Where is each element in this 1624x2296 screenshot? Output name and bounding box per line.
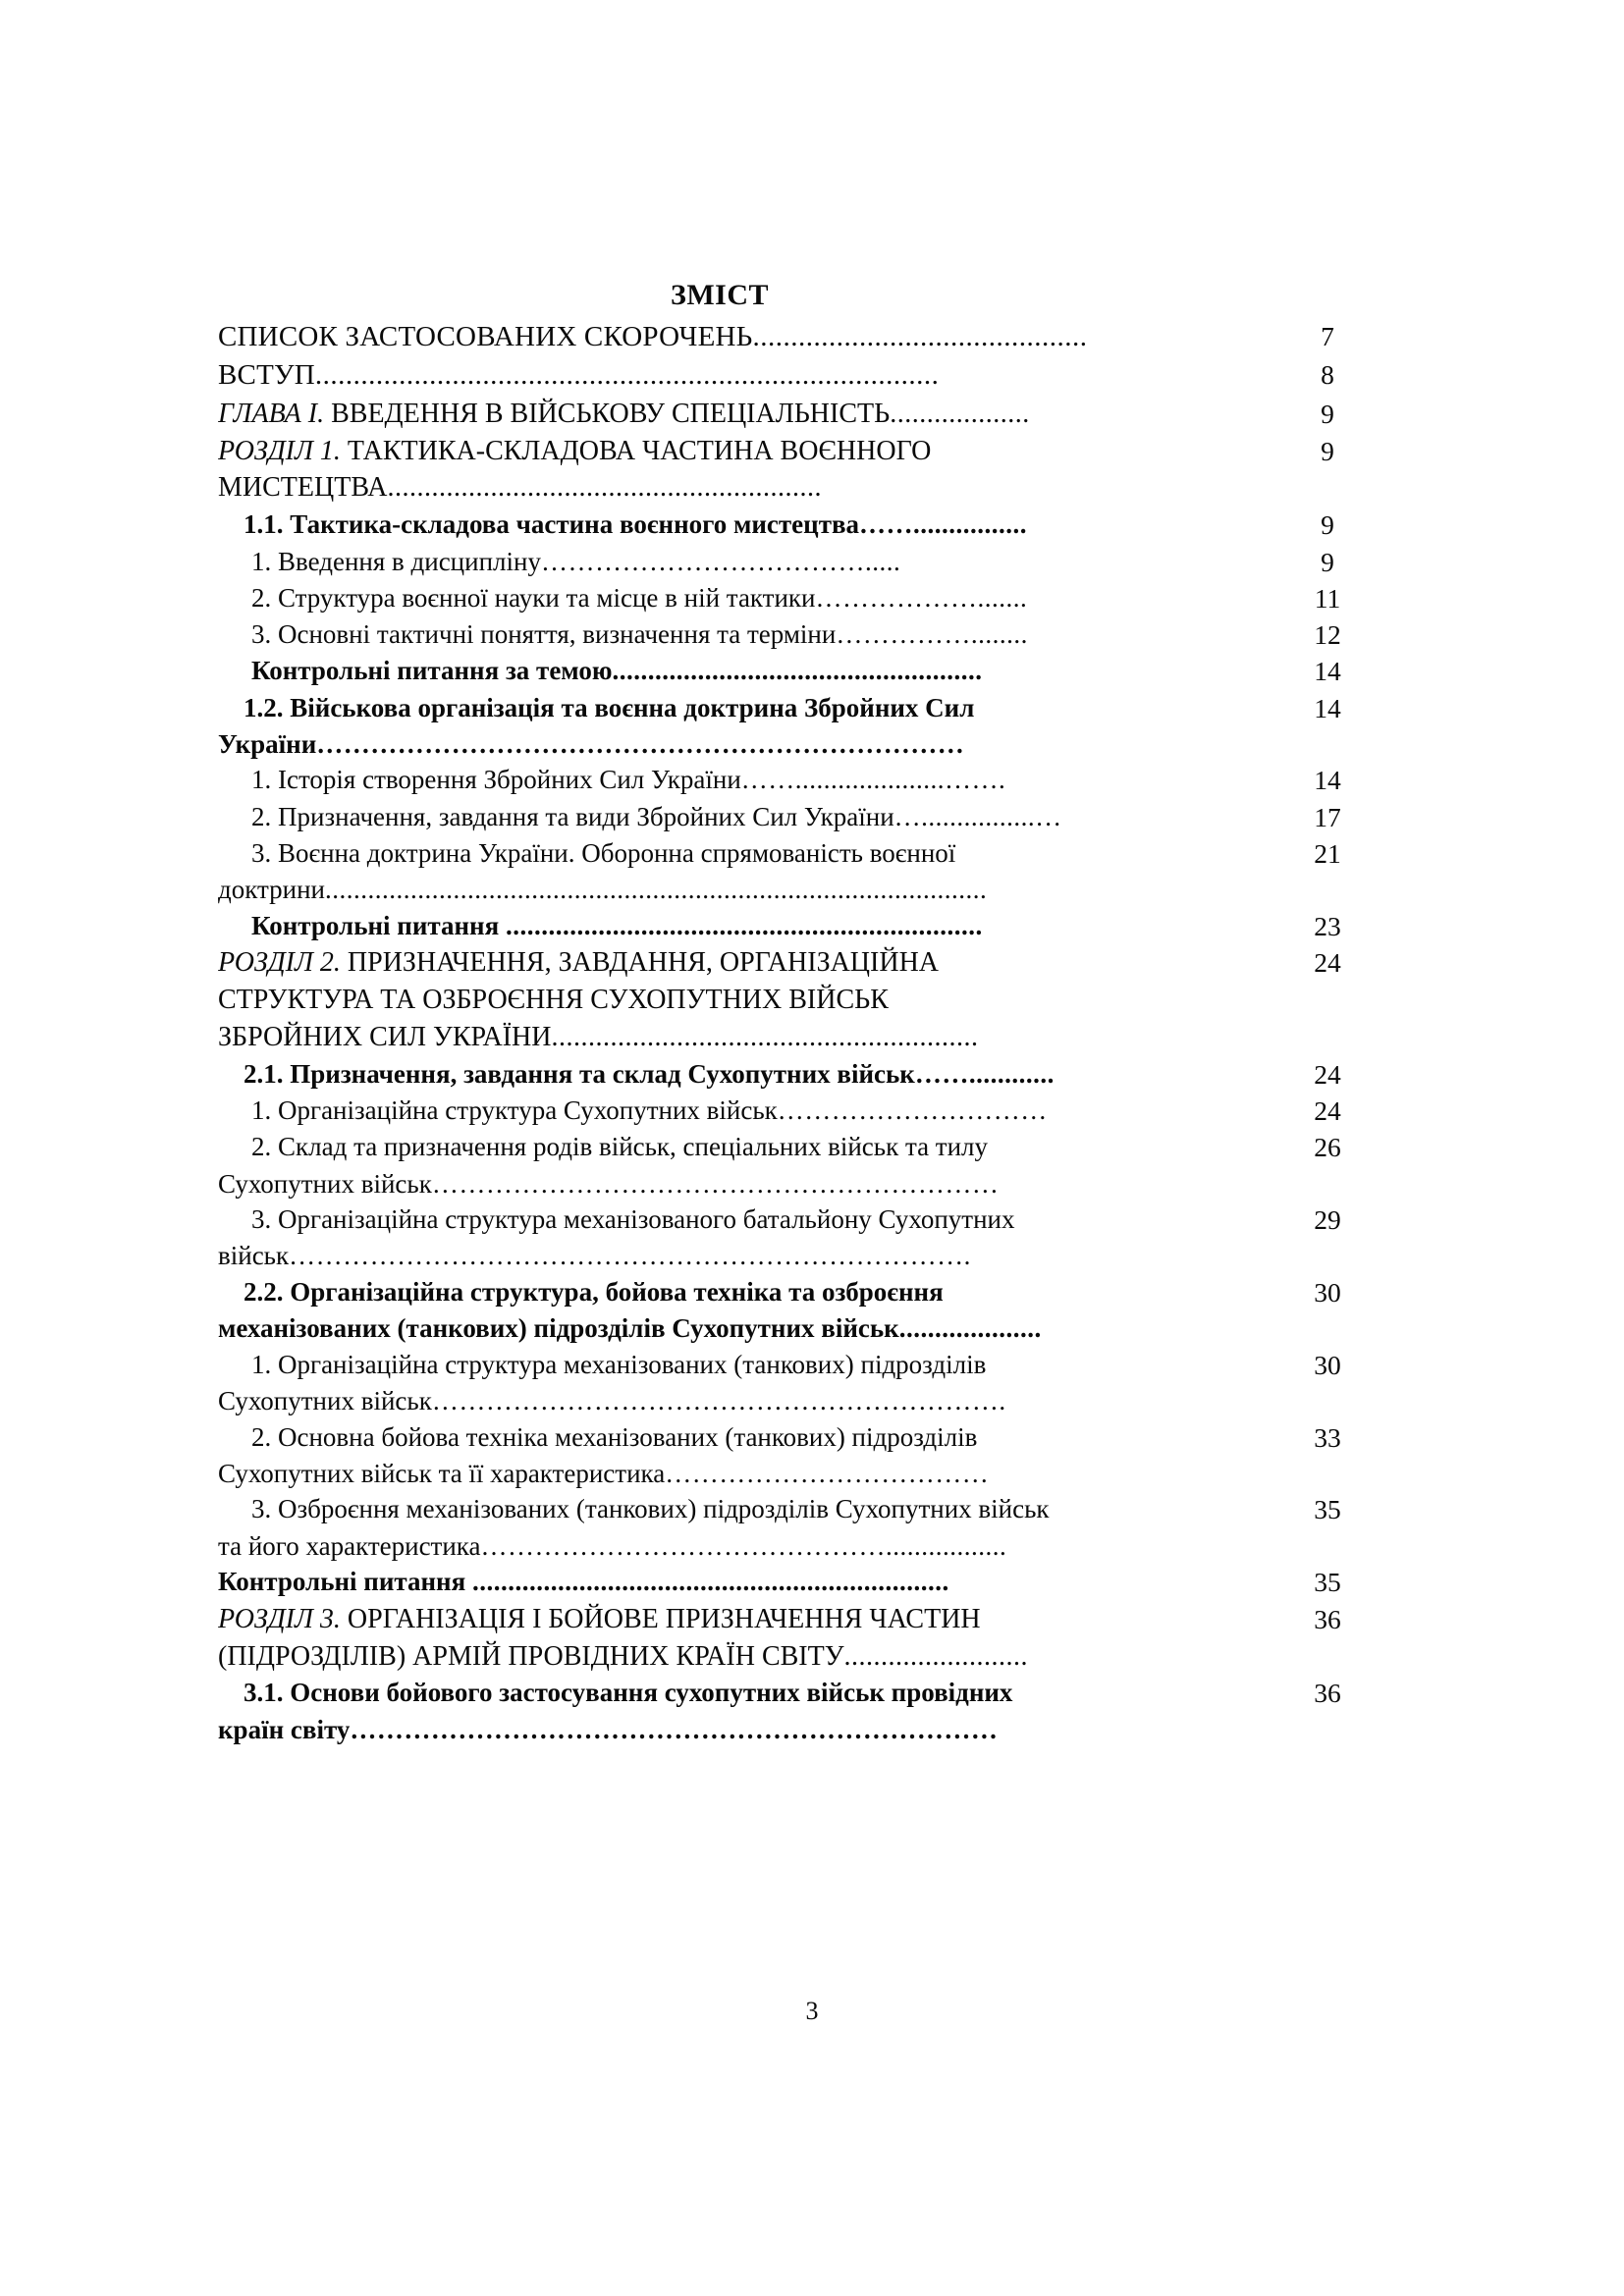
toc-entry-label: [218, 1419, 1221, 1456]
toc-entry-continuation: [218, 1638, 1406, 1676]
toc-entry-wrap-text: Сухопутних військ………………………………………………………: [218, 1168, 1000, 1199]
toc-entry-wrap-text: та його характеристика……………………………………….................: [218, 1530, 1007, 1561]
toc-entry-page: 14: [1314, 765, 1341, 796]
dot-leader: ……………………………………….................: [480, 1530, 1007, 1561]
toc-entry-wrap-text: України………………………………………………………………: [218, 728, 965, 759]
toc-entry[interactable]: [218, 690, 1406, 726]
toc-entry[interactable]: [218, 580, 1406, 616]
dot-leader: .........................: [843, 1640, 1029, 1672]
toc-entry-page: 17: [1314, 801, 1341, 832]
toc-entry-page: 9: [1321, 398, 1334, 429]
toc-entry-page: 30: [1314, 1277, 1341, 1308]
toc-entry-label: [218, 944, 1221, 982]
toc-part-number: РОЗДІЛ 3.: [218, 1603, 341, 1634]
dot-leader: ....................: [898, 1313, 1042, 1344]
toc-entry[interactable]: [218, 1347, 1406, 1383]
toc-entry[interactable]: [218, 1491, 1406, 1527]
toc-entry-continuation: [218, 1383, 1406, 1419]
toc-entry-text: Контрольні питання за темою: [251, 656, 613, 686]
toc-entry-continuation: [218, 1238, 1406, 1274]
toc-entry-page: 21: [1314, 837, 1341, 869]
toc-entry-text: 1. Введення в дисципліну: [251, 546, 541, 576]
toc-entry-label: [218, 1601, 1221, 1638]
page-title: ЗМІСТ: [671, 279, 769, 311]
toc-entry[interactable]: [218, 1056, 1406, 1093]
toc-entry-label: [218, 762, 1221, 798]
toc-entry-wrap-text: Сухопутних військ та її характеристика………………………………: [218, 1458, 990, 1488]
toc-entry-page: 12: [1314, 619, 1341, 651]
toc-entry-page: 36: [1314, 1603, 1341, 1634]
toc-entry-text: 2. Основна бойова техніка механізованих (танкових) підрозділів: [251, 1421, 978, 1452]
toc-entry-label: [218, 908, 1221, 944]
toc-entry-text: 1.1. Тактика-складова частина воєнного мистецтва: [244, 509, 860, 540]
toc-entry-text: Контрольні питання: [218, 1567, 472, 1597]
toc-entry[interactable]: [218, 799, 1406, 835]
toc-entry-page: 7: [1321, 321, 1334, 351]
toc-entry-wrap-text: військ………………………………………………………………….: [218, 1241, 971, 1271]
toc-entry[interactable]: [218, 1274, 1406, 1310]
dot-leader: ……………………………………………………….: [431, 1386, 1006, 1416]
toc-entry-continuation: [218, 726, 1406, 763]
toc-entry-label: [218, 1274, 1221, 1310]
toc-entry-text: 2. Структура воєнної науки та місце в ній тактики: [251, 582, 816, 613]
dot-leader: ………………………………: [665, 1458, 990, 1488]
toc-entry-page: 9: [1321, 546, 1334, 577]
toc-entry-text: 1. Історія створення Збройних Сил України: [251, 765, 741, 795]
toc-entry-page: 14: [1314, 692, 1341, 723]
toc-entry-text: ВСТУП: [218, 359, 315, 392]
dot-leader: ……………….......: [815, 582, 1028, 613]
toc-entry-page: 24: [1314, 1058, 1341, 1090]
toc-entry-page: 26: [1314, 1132, 1341, 1163]
dot-leader: …………………………: [777, 1095, 1048, 1126]
toc-entry-label: [218, 1347, 1221, 1383]
dot-leader: …................…: [893, 801, 1062, 831]
toc-entry[interactable]: [218, 1601, 1406, 1638]
toc-entry-text: 1. Організаційна структура Сухопутних військ: [251, 1095, 778, 1126]
toc-entry-page: 24: [1314, 1095, 1341, 1127]
toc-entry-page: 35: [1314, 1567, 1341, 1598]
toc-entry-page: 8: [1321, 359, 1334, 391]
toc-entry-label: [218, 1056, 1221, 1093]
toc-entry-continuation: [218, 1712, 1406, 1748]
toc-part-number: ГЛАВА І.: [218, 398, 325, 429]
toc-entry-text: 1. Організаційна структура механізованих (танкових) підрозділів: [251, 1349, 987, 1379]
toc-entry[interactable]: [218, 1675, 1406, 1711]
toc-entry-page: 30: [1314, 1349, 1341, 1380]
dot-leader: ....................................................: [612, 656, 983, 686]
toc-entry-text: ПРИЗНАЧЕННЯ, ЗАВДАННЯ, ОРГАНІЗАЦІЙНА: [347, 947, 940, 979]
toc-entry[interactable]: [218, 1201, 1406, 1238]
toc-entry[interactable]: [218, 944, 1406, 982]
toc-part-number: РОЗДІЛ 2.: [218, 947, 341, 979]
toc-entry-label: [218, 1093, 1221, 1129]
toc-entry[interactable]: [218, 835, 1406, 872]
toc-entry[interactable]: [218, 1129, 1406, 1165]
toc-entry[interactable]: [218, 1093, 1406, 1129]
toc-entry-continuation: [218, 872, 1406, 908]
toc-entry-text: ТАКТИКА-СКЛАДОВА ЧАСТИНА ВОЄННОГО: [347, 435, 932, 466]
toc-entry-page: 23: [1314, 910, 1341, 941]
toc-entry-text: СПИСОК ЗАСТОСОВАНИХ СКОРОЧЕНЬ: [218, 321, 753, 352]
dot-leader: ………………………………………………………………: [316, 728, 965, 759]
toc-entry[interactable]: [218, 653, 1406, 689]
toc-entry[interactable]: [218, 356, 1406, 395]
dot-leader: ............................................: [752, 321, 1088, 352]
toc-entry-label: [218, 1201, 1221, 1238]
dot-leader: ...................................................................: [471, 1567, 949, 1597]
page-folio-number: 3: [805, 1997, 819, 2025]
toc-entry-continuation: [218, 1310, 1406, 1347]
toc-entry-continuation: [218, 469, 1406, 507]
toc-entry-label: [218, 1564, 1221, 1600]
toc-entry[interactable]: [218, 433, 1406, 470]
toc-entry-wrap-text: доктрини.............................................................................................: [218, 875, 988, 905]
toc-entry-continuation: [218, 1166, 1406, 1202]
table-of-contents: [218, 281, 1406, 1747]
dot-leader: ..................................................................................: [314, 359, 940, 392]
toc-entry-text: Контрольні питання: [251, 910, 506, 940]
toc-entry-text: 1.2. Військова організація та воєнна доктрина Збройних Сил: [244, 692, 975, 722]
toc-entry-page: 9: [1321, 509, 1334, 541]
toc-entry-text: 2.1. Призначення, завдання та склад Сухопутних військ: [244, 1058, 915, 1089]
toc-entry-text: 2.2. Організаційна структура, бойова техніка та озброєння: [244, 1277, 944, 1307]
toc-entry-label: [218, 1675, 1221, 1711]
dot-leader: .............................................................................................: [324, 875, 988, 905]
toc-entry-text: 3.1. Основи бойового застосування сухопутних військ провідних: [244, 1678, 1013, 1708]
toc-entry-text: 3. Організаційна структура механізованого батальйону Сухопутних: [251, 1204, 1015, 1235]
toc-entry[interactable]: [218, 1419, 1406, 1456]
toc-entry-label: [218, 690, 1221, 726]
toc-entry[interactable]: [218, 616, 1406, 653]
toc-entry-wrap-text: СТРУКТУРА ТА ОЗБРОЄННЯ СУХОПУТНИХ ВІЙСЬК: [218, 984, 889, 1015]
toc-entry-label: [218, 318, 1221, 356]
toc-entry-continuation: [218, 982, 1406, 1019]
toc-entry-page: 29: [1314, 1204, 1341, 1236]
dot-leader: ………………………………………………………………….: [289, 1241, 971, 1271]
dot-leader: ..........................................................: [551, 1021, 979, 1052]
toc-entry-label: [218, 544, 1221, 580]
toc-entry-text: ВВЕДЕННЯ В ВІЙСЬКОВУ СПЕЦІАЛЬНІСТЬ: [331, 398, 891, 429]
dot-leader: ……………........: [836, 619, 1028, 650]
toc-entry-text: 2. Склад та призначення родів військ, спеціальних військ та тилу: [251, 1132, 989, 1162]
toc-entry-label: [218, 356, 1221, 395]
toc-entry-page: 11: [1314, 582, 1341, 614]
dot-leader: ………………………………………………………………: [350, 1714, 999, 1744]
toc-entry-label: [218, 1129, 1221, 1165]
dot-leader: ………………………………………………………: [431, 1168, 1000, 1199]
toc-entry-continuation: [218, 1019, 1406, 1056]
toc-entry-page: 24: [1314, 947, 1341, 979]
toc-entry-text: 2. Призначення, завдання та види Збройних Сил України: [251, 801, 894, 831]
toc-entry-text: 3. Озброєння механізованих (танкових) підрозділів Сухопутних військ: [251, 1494, 1050, 1524]
dot-leader: ……................: [859, 509, 1028, 540]
toc-entry-text: 3. Воєнна доктрина України. Оборонна спрямованість воєнної: [251, 837, 956, 868]
toc-entry-label: [218, 1491, 1221, 1527]
toc-entry-wrap-text: МИСТЕЦТВА...........................................................: [218, 472, 822, 504]
toc-part-number: РОЗДІЛ 1.: [218, 435, 341, 466]
toc-entry-wrap-text: країн світу………………………………………………………………: [218, 1714, 999, 1744]
toc-entry-page: 33: [1314, 1421, 1341, 1453]
toc-entry-wrap-text: механізованих (танкових) підрозділів Сухопутних військ....................: [218, 1313, 1042, 1344]
toc-entry-continuation: [218, 1528, 1406, 1565]
toc-entry[interactable]: [218, 1564, 1406, 1600]
toc-entry-continuation: [218, 1456, 1406, 1492]
toc-entry-page: 14: [1314, 656, 1341, 687]
toc-entry-page: 9: [1321, 435, 1334, 466]
toc-entry-text: 3. Основні тактичні поняття, визначення та терміни: [251, 619, 837, 650]
toc-entry[interactable]: [218, 762, 1406, 798]
toc-entry-wrap-text: ЗБРОЙНИХ СИЛ УКРАЇНИ..........................................................: [218, 1021, 979, 1052]
toc-entry-label: [218, 396, 1221, 433]
toc-entry[interactable]: [218, 544, 1406, 580]
toc-entry-label: [218, 835, 1221, 872]
toc-entry-label: [218, 507, 1221, 543]
toc-entry-wrap-text: (ПІДРОЗДІЛІВ) АРМІЙ ПРОВІДНИХ КРАЇН СВІТУ.........................: [218, 1640, 1029, 1672]
dot-leader: ...................: [890, 398, 1030, 429]
toc-entry-label: [218, 799, 1221, 835]
toc-entry-label: [218, 433, 1221, 470]
dot-leader: ...........................................................: [387, 472, 822, 504]
toc-entry-page: 35: [1314, 1494, 1341, 1525]
dot-leader: ...................................................................: [505, 910, 983, 940]
toc-entry[interactable]: [218, 396, 1406, 433]
toc-entry[interactable]: [218, 908, 1406, 944]
dot-leader: ……............: [914, 1058, 1055, 1089]
toc-entry-label: [218, 580, 1221, 616]
toc-entry[interactable]: [218, 507, 1406, 543]
toc-entry-label: [218, 616, 1221, 653]
toc-entry[interactable]: [218, 318, 1406, 356]
toc-entry-text: ОРГАНІЗАЦІЯ І БОЙОВЕ ПРИЗНАЧЕННЯ ЧАСТИН: [347, 1603, 981, 1634]
dot-leader: …….....................…….: [740, 765, 1006, 795]
dot-leader: ……………………………….....: [540, 546, 901, 576]
toc-entry-page: 36: [1314, 1678, 1341, 1709]
toc-entry-wrap-text: Сухопутних військ……………………………………………………….: [218, 1386, 1006, 1416]
toc-entry-label: [218, 653, 1221, 689]
